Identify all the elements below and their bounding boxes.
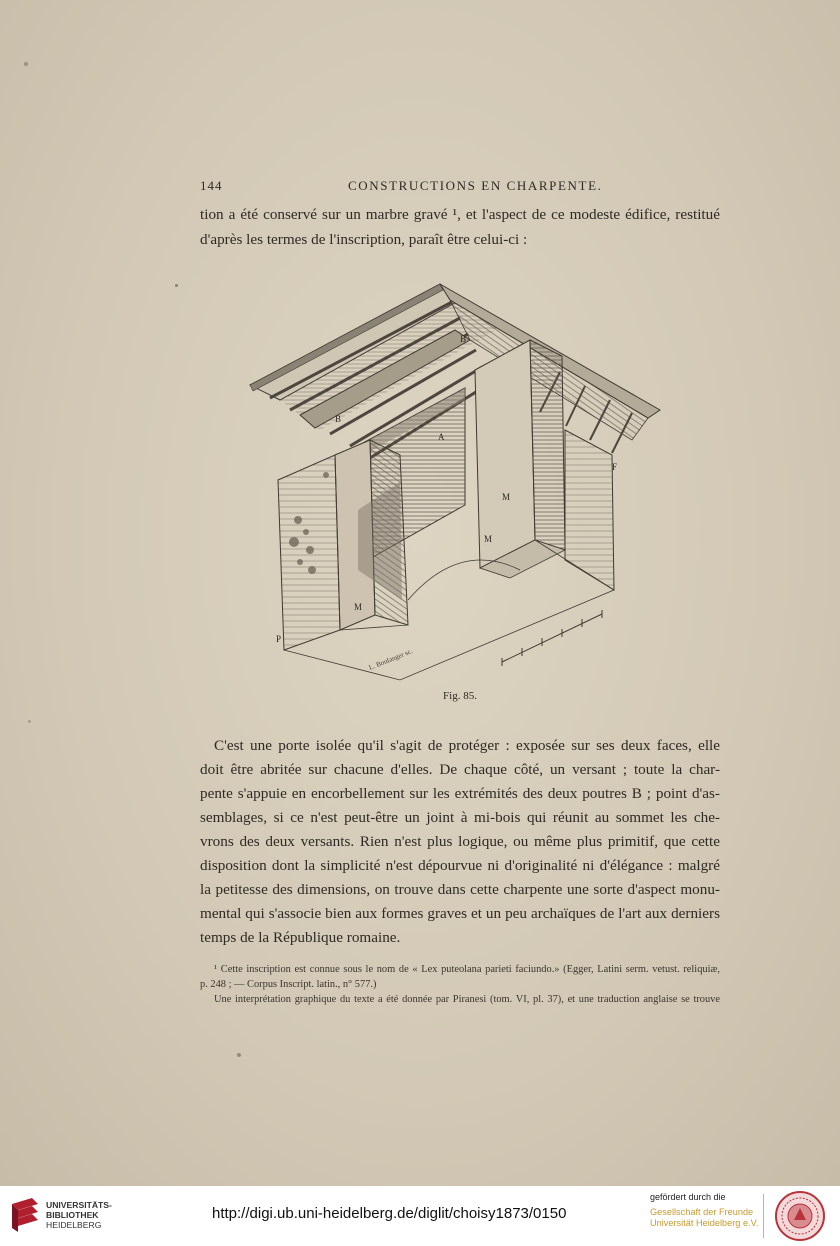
label-b-top: B <box>460 334 467 344</box>
body-line: pente s'appuie en encorbellement sur les extrémités des deux poutres B ; point d'as- <box>200 785 720 802</box>
roof-frame-illustration <box>240 270 680 690</box>
figure-caption: Fig. 85. <box>443 690 477 702</box>
library-logo-icon <box>10 1196 40 1234</box>
sponsor-line-1: Gesellschaft der Freunde <box>650 1207 754 1217</box>
sponsor-line-2: Universität Heidelberg e.V. <box>650 1218 759 1228</box>
label-m-center: M <box>502 492 511 502</box>
intro-line: tion a été conservé sur un marbre gravé ¹, et l'aspect de ce modeste édifice, restitué <box>200 206 720 223</box>
running-head <box>200 178 720 196</box>
side-wall-left <box>278 455 340 650</box>
figure-85-engraving <box>240 270 680 690</box>
label-a: A <box>438 432 445 442</box>
footnote-line: Une interprétation graphique du texte a été donnée par Piranesi (tom. VI, pl. 37), et une traduction anglaise se trouve <box>214 994 720 1005</box>
footer-divider <box>763 1194 764 1238</box>
sponsor-name <box>650 1207 758 1229</box>
scale-bar <box>502 610 602 666</box>
dust-speck <box>237 1053 241 1057</box>
side-wall-right <box>565 430 614 590</box>
label-p: P <box>276 634 282 644</box>
body-line: vrons des deux versants. Rien n'est plus logique, ou même plus primitif, que cette <box>200 833 720 850</box>
permalink-url[interactable]: http://digi.ub.uni-heidelberg.de/diglit/choisy1873/0150 <box>212 1205 567 1222</box>
library-name-line-2: BIBLIOTHEK <box>46 1210 99 1220</box>
library-name <box>46 1200 112 1230</box>
footnote-line: ¹ Cette inscription est connue sous le nom de « Lex puteolana parieti faciundo.» (Egger, Latini serm. vetust. reliquiæ, <box>214 964 720 975</box>
library-name-line-1: UNIVERSITÄTS- <box>46 1200 112 1210</box>
digitization-footer <box>0 1186 840 1246</box>
label-b-left: B <box>335 414 342 424</box>
intro-line: d'après les termes de l'inscription, paraît être celui-ci : <box>200 231 528 248</box>
funded-by-label: gefördert durch die <box>650 1192 726 1202</box>
body-line: disposition dont la simplicité n'est dépourvue ni d'originalité ni d'élégance : malgré <box>200 857 720 874</box>
body-line: doit être abritée sur chacune d'elles. De chaque côté, un versant ; toute la char- <box>200 761 720 778</box>
page-number: 144 <box>200 178 223 193</box>
dust-speck <box>24 62 28 66</box>
dust-speck <box>28 720 31 723</box>
label-m-right: M <box>484 534 493 544</box>
body-line: mental qui s'associe bien aux formes graves et un peu archaïques de l'art aux derniers <box>200 905 720 922</box>
running-title: CONSTRUCTIONS EN CHARPENTE. <box>348 178 603 193</box>
footnote-line: p. 248 ; — Corpus Inscript. latin., n° 577.) <box>200 979 377 990</box>
body-line: la petitesse des dimensions, on trouve dans cette charpente une sorte d'aspect monu- <box>200 881 720 898</box>
body-line: temps de la République romaine. <box>200 929 401 946</box>
library-city: HEIDELBERG <box>46 1220 102 1230</box>
body-line: semblages, si ce n'est peut-être un joint à mi-bois qui réunit au sommet les che- <box>200 809 720 826</box>
body-line: C'est une porte isolée qu'il s'agit de protéger : exposée sur ses deux faces, elle <box>214 737 720 754</box>
dust-speck <box>175 284 178 287</box>
engraver-signature: L. Boulanger sc. <box>367 647 414 672</box>
university-seal-icon <box>774 1190 826 1242</box>
label-f: F <box>612 462 618 472</box>
pier-m-left <box>335 440 408 630</box>
label-m-left: M <box>354 602 363 612</box>
